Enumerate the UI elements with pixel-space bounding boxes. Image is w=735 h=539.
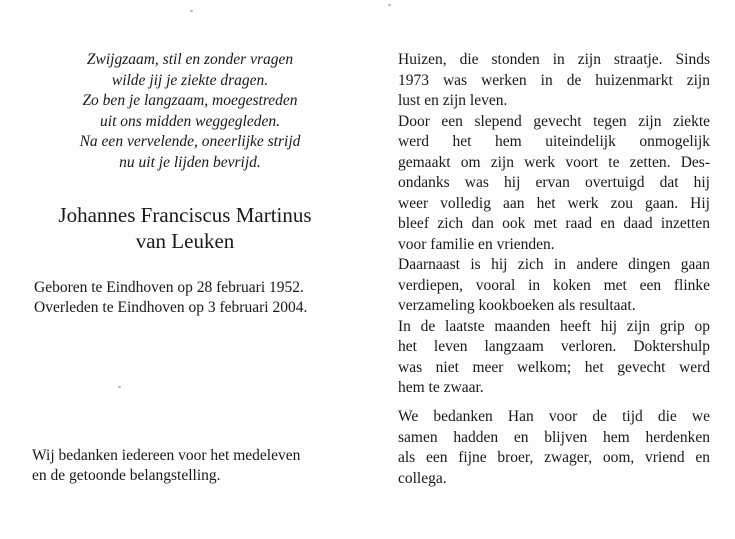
paper-speck <box>118 386 121 388</box>
text-line: het leven langzaam verloren. Doktershulp <box>398 338 710 355</box>
poem <box>30 50 350 173</box>
poem-line: nu uit je lijden bevrijd. <box>119 153 261 171</box>
name-line: Johannes Franciscus Martinus <box>58 203 312 227</box>
text-line: Huizen, die stonden in zijn straatje. Sinds <box>398 51 710 68</box>
text-line: Door een slepend gevecht tegen zijn ziekte <box>398 112 710 130</box>
text-line: als een fijne broer, zwager, oom, vriend en <box>398 449 710 466</box>
text-line: voor familie en vrienden. <box>398 235 555 253</box>
text-line: verdiepen, vooral in koken met een flinke <box>398 276 710 294</box>
poem-line: uit ons midden weggegleden. <box>100 112 280 130</box>
text-line: In de laatste maanden heeft hij zijn grip op <box>398 317 710 335</box>
poem-line: Zwijgzaam, stil en zonder vragen <box>86 51 294 68</box>
text-line: weer volledig aan het werk zou gaan. Hij <box>398 194 710 212</box>
birth-date: Geboren te Eindhoven op 28 februari 1952. <box>34 279 304 296</box>
text-line: ondanks was hij ervan overtuigd dat hij <box>398 174 710 191</box>
thanks-line: Wij bedanken iedereen voor het medeleven <box>32 447 301 464</box>
life-dates <box>34 278 307 317</box>
poem-line: Zo ben je langzaam, moegestreden <box>82 92 298 109</box>
text-line: collega. <box>398 469 447 487</box>
text-line: gemaakt om zijn werk voort te zetten. Des- <box>398 153 710 171</box>
text-line: werd het hem uiteindelijk onmogelijk <box>398 133 710 150</box>
deceased-name <box>30 202 340 254</box>
text-line: samen hadden en blijven hem herdenken <box>398 428 710 446</box>
closing-paragraph <box>398 407 710 489</box>
story-paragraph <box>398 50 710 112</box>
thanks-line: en de getoonde belangstelling. <box>32 466 221 484</box>
thanks-note <box>32 446 300 485</box>
paper-speck <box>388 4 391 6</box>
left-panel <box>30 50 350 484</box>
text-line: was niet meer welkom; het gevecht werd <box>398 358 710 376</box>
text-line: 1973 was werken in de huizenmarkt zijn <box>398 71 710 89</box>
text-line: bleef zich dan ook met raad en daad inzetten <box>398 215 710 232</box>
text-line: Daarnaast is hij zich in andere dingen gaan <box>398 256 710 273</box>
text-line: We bedanken Han voor de tijd die we <box>398 408 710 425</box>
death-date: Overleden te Eindhoven op 3 februari 2004. <box>34 298 308 316</box>
text-line: lust en zijn leven. <box>398 92 508 109</box>
right-panel <box>398 50 710 487</box>
poem-line: wilde jij je ziekte dragen. <box>111 71 269 89</box>
paper-speck <box>190 10 193 12</box>
text-line: hem te zwaar. <box>398 379 484 396</box>
name-line: van Leuken <box>135 229 235 253</box>
poem-line: Na een vervelende, oneerlijke strijd <box>79 133 301 150</box>
story-paragraph <box>398 112 710 256</box>
story-paragraph <box>398 255 710 317</box>
story-paragraph <box>398 317 710 399</box>
text-line: verzameling kookboeken als resultaat. <box>398 297 636 314</box>
